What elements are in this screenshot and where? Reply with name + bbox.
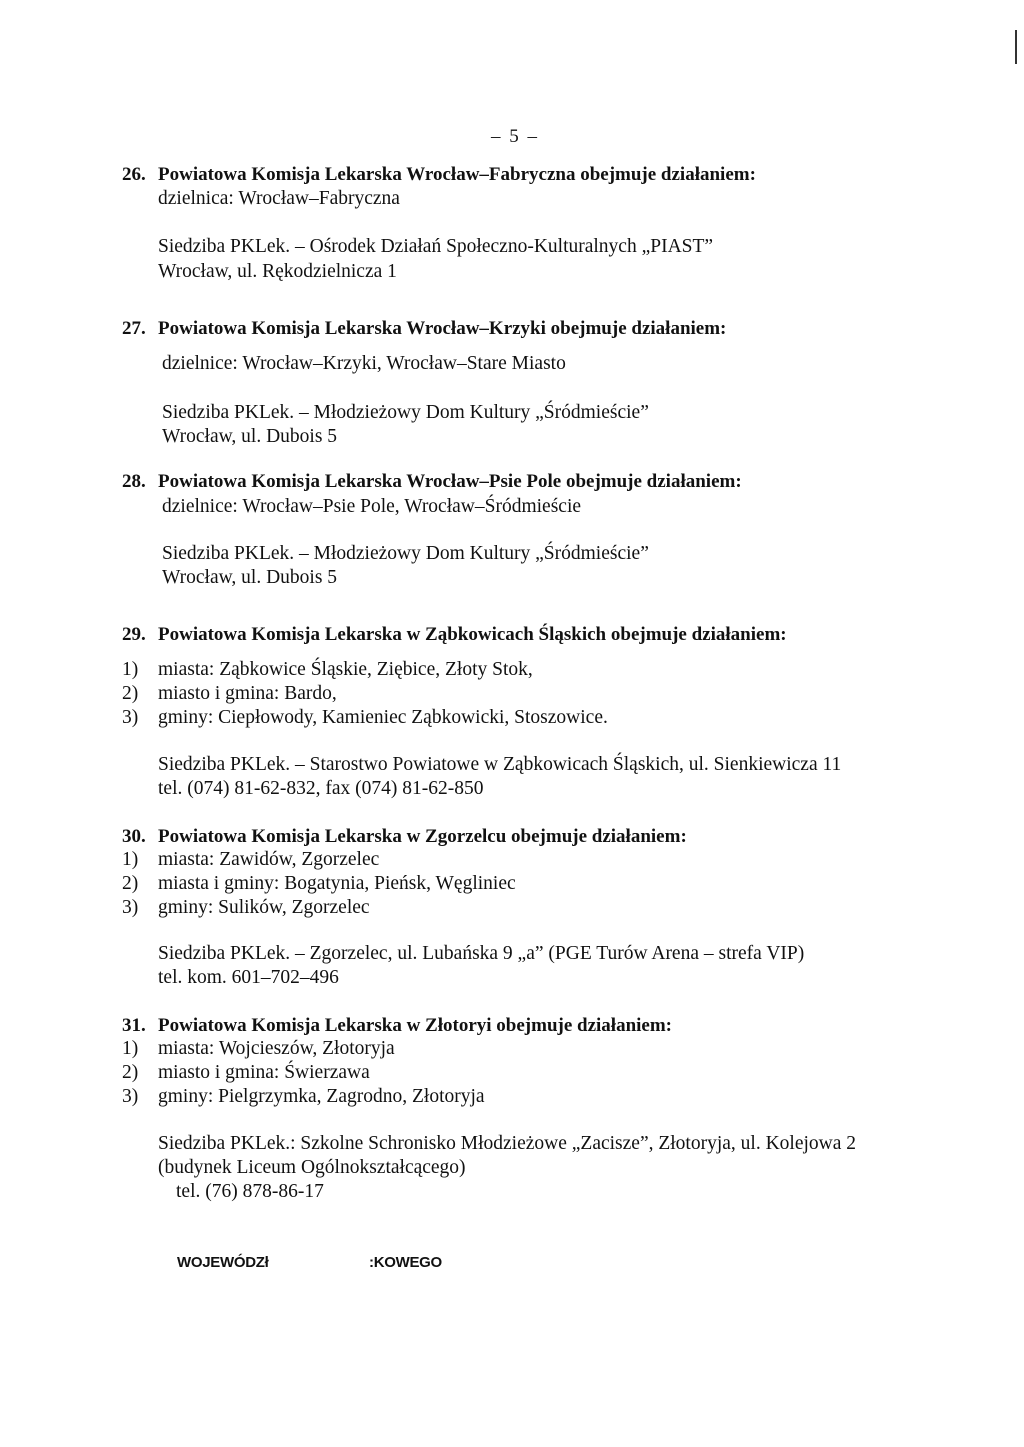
section-line: Siedziba PKLek. – Młodzieżowy Dom Kultury „Śródmieście” bbox=[162, 543, 649, 564]
list-item bbox=[122, 1086, 485, 1108]
section-line: tel. kom. 601–702–496 bbox=[158, 967, 339, 988]
section-heading bbox=[122, 826, 687, 848]
section-number: 27. bbox=[122, 318, 146, 339]
section-number: 31. bbox=[122, 1015, 146, 1036]
section-line: (budynek Liceum Ogólnokształcącego) bbox=[158, 1157, 466, 1178]
list-item-number: 1) bbox=[122, 849, 139, 870]
list-item bbox=[122, 849, 379, 871]
list-item-text: miasta: Zawidów, Zgorzelec bbox=[158, 849, 380, 870]
section-heading-text: Powiatowa Komisja Lekarska Wrocław–Krzyki obejmuje działaniem: bbox=[158, 318, 727, 339]
list-item-number: 2) bbox=[122, 873, 139, 894]
list-item-text: miasto i gmina: Świerzawa bbox=[158, 1062, 370, 1083]
list-item-number: 1) bbox=[122, 1038, 139, 1059]
section-heading-text: Powiatowa Komisja Lekarska Wrocław–Fabryczna obejmuje działaniem: bbox=[158, 164, 756, 185]
page-number: – 5 – bbox=[491, 126, 539, 147]
section-line: Siedziba PKLek. – Zgorzelec, ul. Lubańska 9 „a” (PGE Turów Arena – strefa VIP) bbox=[158, 943, 805, 964]
section-line: tel. (074) 81-62-832, fax (074) 81-62-850 bbox=[158, 778, 484, 799]
list-item bbox=[122, 897, 370, 919]
footer-text-left: WOJEWÓDZł bbox=[177, 1254, 269, 1271]
list-item-number: 3) bbox=[122, 707, 139, 728]
section-line: dzielnica: Wrocław–Fabryczna bbox=[158, 188, 400, 209]
list-item bbox=[122, 683, 337, 705]
section-heading bbox=[122, 471, 742, 493]
list-item-number: 2) bbox=[122, 683, 139, 704]
list-item bbox=[122, 1038, 395, 1060]
list-item-text: gminy: Ciepłowody, Kamieniec Ząbkowicki, Stoszowice. bbox=[158, 707, 608, 728]
section-heading bbox=[122, 318, 726, 340]
section-number: 30. bbox=[122, 826, 146, 847]
section-heading-text: Powiatowa Komisja Lekarska w Złotoryi obejmuje działaniem: bbox=[158, 1015, 673, 1036]
section-number: 29. bbox=[122, 624, 146, 645]
section-heading bbox=[122, 624, 787, 646]
list-item-text: miasta: Ząbkowice Śląskie, Ziębice, Złoty Stok, bbox=[158, 659, 533, 680]
list-item-number: 3) bbox=[122, 1086, 139, 1107]
list-item bbox=[122, 1062, 370, 1084]
section-heading bbox=[122, 1015, 672, 1037]
list-item-text: miasto i gmina: Bardo, bbox=[158, 683, 337, 704]
section-line: dzielnice: Wrocław–Krzyki, Wrocław–Stare Miasto bbox=[162, 353, 566, 374]
section-heading bbox=[122, 164, 756, 186]
list-item-text: gminy: Sulików, Zgorzelec bbox=[158, 897, 370, 918]
list-item bbox=[122, 707, 608, 729]
section-heading-text: Powiatowa Komisja Lekarska Wrocław–Psie Pole obejmuje działaniem: bbox=[158, 471, 742, 492]
list-item bbox=[122, 873, 516, 895]
section-line: Wrocław, ul. Dubois 5 bbox=[162, 426, 338, 447]
section-number: 28. bbox=[122, 471, 146, 492]
list-item bbox=[122, 659, 533, 681]
section-number: 26. bbox=[122, 164, 146, 185]
section-line: Siedziba PKLek. – Ośrodek Działań Społeczno-Kulturalnych „PIAST” bbox=[158, 236, 714, 257]
list-item-number: 1) bbox=[122, 659, 139, 680]
list-item-text: gminy: Pielgrzymka, Zagrodno, Złotoryja bbox=[158, 1086, 485, 1107]
section-line: Siedziba PKLek. – Starostwo Powiatowe w Ząbkowicach Śląskich, ul. Sienkiewicza 11 bbox=[158, 754, 842, 775]
section-heading-text: Powiatowa Komisja Lekarska w Ząbkowicach Śląskich obejmuje działaniem: bbox=[158, 624, 787, 645]
section-line: Siedziba PKLek.: Szkolne Schronisko Młodzieżowe „Zacisze”, Złotoryja, ul. Kolejowa 2 bbox=[158, 1133, 857, 1154]
section-line: Siedziba PKLek. – Młodzieżowy Dom Kultury „Śródmieście” bbox=[162, 402, 649, 423]
scan-edge-mark bbox=[1015, 30, 1017, 64]
section-line: Wrocław, ul. Dubois 5 bbox=[162, 567, 338, 588]
list-item-text: miasta i gminy: Bogatynia, Pieńsk, Węgliniec bbox=[158, 873, 516, 894]
section-line: tel. (76) 878-86-17 bbox=[176, 1181, 324, 1202]
section-line: dzielnice: Wrocław–Psie Pole, Wrocław–Śródmieście bbox=[162, 496, 582, 517]
section-heading-text: Powiatowa Komisja Lekarska w Zgorzelcu obejmuje działaniem: bbox=[158, 826, 687, 847]
list-item-text: miasta: Wojcieszów, Złotoryja bbox=[158, 1038, 395, 1059]
section-line: Wrocław, ul. Rękodzielnicza 1 bbox=[158, 261, 397, 282]
list-item-number: 2) bbox=[122, 1062, 139, 1083]
footer-text-right: :KOWEGO bbox=[369, 1254, 442, 1271]
list-item-number: 3) bbox=[122, 897, 139, 918]
